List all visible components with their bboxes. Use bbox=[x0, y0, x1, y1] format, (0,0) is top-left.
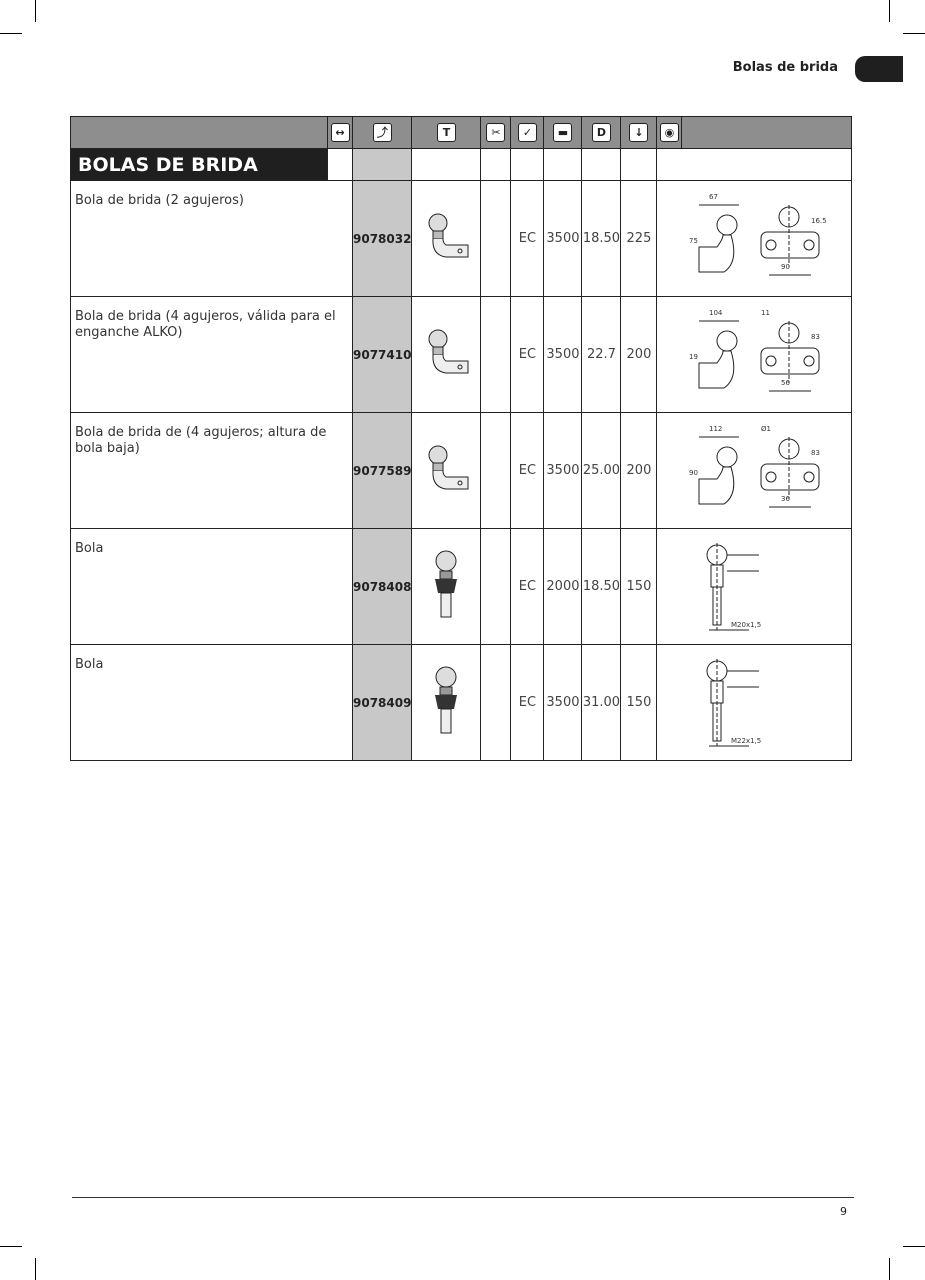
product-image bbox=[412, 181, 481, 297]
dim-label: 56 bbox=[781, 378, 791, 387]
icon-header-row bbox=[71, 117, 852, 149]
table-row bbox=[71, 297, 852, 413]
crop-mark bbox=[35, 0, 36, 22]
drawing-cell bbox=[657, 181, 852, 297]
approval: EC bbox=[511, 645, 544, 761]
dim-label: 36 bbox=[781, 494, 791, 503]
approval: EC bbox=[511, 413, 544, 529]
dim-label: 16.5 bbox=[811, 216, 828, 225]
dim-label: 83 bbox=[811, 332, 821, 341]
page-number: 9 bbox=[840, 1205, 847, 1218]
d-value: 25.00 bbox=[582, 413, 621, 529]
table-row bbox=[71, 645, 852, 761]
approval-check-icon: ✓ bbox=[518, 123, 537, 142]
product-image bbox=[412, 645, 481, 761]
dim-label: 67 bbox=[709, 192, 719, 201]
max-weight: 2000 bbox=[544, 529, 582, 645]
product-image bbox=[412, 297, 481, 413]
max-weight: 3500 bbox=[544, 413, 582, 529]
crop-mark bbox=[0, 1246, 22, 1247]
product-photo bbox=[426, 545, 466, 625]
vertical-load: 150 bbox=[621, 645, 657, 761]
approval: EC bbox=[511, 529, 544, 645]
footer-line bbox=[72, 1197, 854, 1198]
width-arrows-icon: ↔ bbox=[331, 123, 350, 142]
crop-mark bbox=[903, 33, 925, 34]
product-code: 9077410 bbox=[353, 297, 412, 413]
drawing-cell bbox=[657, 645, 852, 761]
crop-mark bbox=[889, 1258, 890, 1280]
dim-label: 83 bbox=[811, 448, 821, 457]
drawing-cell bbox=[657, 413, 852, 529]
section-title: Bolas de brida bbox=[732, 60, 838, 75]
dim-label: 75 bbox=[689, 236, 699, 245]
dim-label: M22x1,5 bbox=[731, 736, 762, 745]
tow-coupling-icon: ⤴ bbox=[373, 123, 392, 142]
product-description: Bola de brida (2 agujeros) bbox=[71, 181, 353, 297]
product-code: 9077589 bbox=[353, 413, 412, 529]
d-value: 31.00 bbox=[582, 645, 621, 761]
drawing-cell bbox=[657, 529, 852, 645]
vertical-load-icon: ↓ bbox=[629, 123, 648, 142]
crop-mark bbox=[889, 0, 890, 22]
ball-torque-icon: T bbox=[437, 123, 456, 142]
scissors-icon: ✂ bbox=[486, 123, 505, 142]
dim-label: Ø1 bbox=[761, 424, 772, 433]
product-table bbox=[70, 116, 852, 761]
approval: EC bbox=[511, 181, 544, 297]
dim-label: M20x1,5 bbox=[731, 620, 762, 629]
table-row bbox=[71, 529, 852, 645]
table-row bbox=[71, 413, 852, 529]
technical-drawing bbox=[669, 651, 839, 751]
drawing-cell bbox=[657, 297, 852, 413]
d-value-icon: D bbox=[592, 123, 611, 142]
product-code: 9078408 bbox=[353, 529, 412, 645]
product-image bbox=[412, 413, 481, 529]
dim-label: 11 bbox=[761, 308, 771, 317]
product-photo bbox=[416, 207, 476, 267]
technical-drawing bbox=[669, 535, 839, 635]
vertical-load: 200 bbox=[621, 297, 657, 413]
product-description: Bola bbox=[71, 645, 353, 761]
max-weight: 3500 bbox=[544, 181, 582, 297]
dim-label: 19 bbox=[689, 352, 699, 361]
dim-label: 90 bbox=[781, 262, 791, 271]
product-image bbox=[412, 529, 481, 645]
crop-mark bbox=[0, 33, 22, 34]
vertical-load: 225 bbox=[621, 181, 657, 297]
product-code: 9078409 bbox=[353, 645, 412, 761]
d-value: 18.50 bbox=[582, 181, 621, 297]
product-photo bbox=[426, 661, 466, 741]
crop-mark bbox=[903, 1246, 925, 1247]
max-weight: 3500 bbox=[544, 645, 582, 761]
caravan-icon: ▬ bbox=[553, 123, 572, 142]
dim-label: 104 bbox=[709, 308, 723, 317]
product-photo bbox=[416, 323, 476, 383]
approval: EC bbox=[511, 297, 544, 413]
ball-diameter-icon: ◉ bbox=[660, 123, 679, 142]
technical-drawing bbox=[669, 187, 839, 287]
dim-label: 112 bbox=[709, 424, 723, 433]
table-title: BOLAS DE BRIDA bbox=[71, 149, 328, 181]
table-row bbox=[71, 181, 852, 297]
section-tab bbox=[855, 56, 903, 82]
vertical-load: 150 bbox=[621, 529, 657, 645]
product-photo bbox=[416, 439, 476, 499]
product-description: Bola de brida de (4 agujeros; altura de bola baja) bbox=[71, 413, 353, 529]
title-row bbox=[71, 149, 852, 181]
dim-label: 90 bbox=[689, 468, 699, 477]
technical-drawing bbox=[669, 419, 839, 519]
d-value: 22.7 bbox=[582, 297, 621, 413]
product-description: Bola de brida (4 agujeros, válida para el enganche ALKO) bbox=[71, 297, 353, 413]
vertical-load: 200 bbox=[621, 413, 657, 529]
d-value: 18.50 bbox=[582, 529, 621, 645]
max-weight: 3500 bbox=[544, 297, 582, 413]
product-code: 9078032 bbox=[353, 181, 412, 297]
product-description: Bola bbox=[71, 529, 353, 645]
technical-drawing bbox=[669, 303, 839, 403]
crop-mark bbox=[35, 1258, 36, 1280]
